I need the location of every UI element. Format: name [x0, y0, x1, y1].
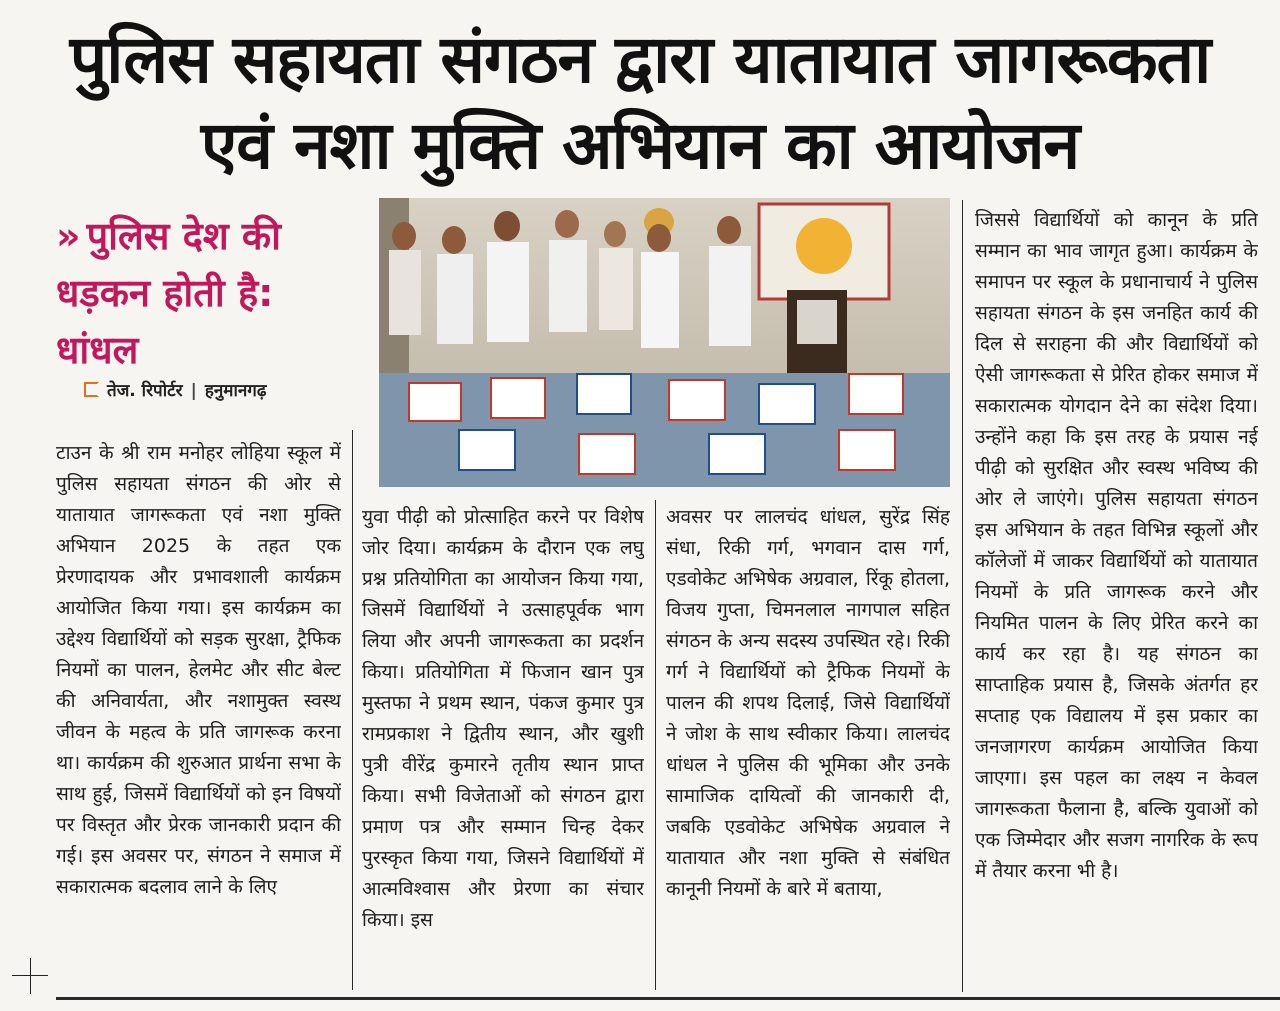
- headline-line-1: पुलिस सहायता संगठन द्वारा यातायात जागरूकता: [69, 21, 1211, 98]
- headline-line-2: एवं नशा मुक्ति अभियान का आयोजन: [200, 107, 1080, 184]
- previous-story-bleed: [660, 0, 1060, 6]
- kicker-text: पुलिस देश की धड़कन होती है: धांधल: [56, 214, 281, 372]
- byline-mark-icon: [84, 382, 99, 397]
- article-column-1: [56, 438, 341, 998]
- byline: [84, 378, 266, 401]
- event-photo: [379, 198, 950, 487]
- chevron-icon: »: [56, 214, 81, 258]
- bottom-rule: [56, 997, 1280, 1000]
- column-rule: [655, 500, 656, 990]
- article-column-1-text: टाउन के श्री राम मनोहर लोहिया स्कूल में पुलिस सहायता संगठन की ओर से यातायात जागरूकता एवं नशा मुक्ति अभियान 2025 के तहत एक प्रेरणादायक और प्रभावशाली कार्यक्रम आयोजित किया गया। इस कार्यक्रम का उद्देश्य विद्यार्थियों को सड़क सुरक्षा, ट्रैफिक नियमों का पालन, हेलमेट और सीट बेल्ट की अनिवार्यता, और नशामुक्त स्वस्थ जीवन के महत्व के प्रति जागरूक करना था। कार्यक्रम की शुरुआत प्रार्थना सभा के साथ हुई, जिसमें विद्यार्थियों को इन विषयों पर विस्तृत और प्रेरक जानकारी प्रदान की गई। इस अवसर पर, संगठन ने समाज में सकारात्मक बदलाव लाने के लिए: [56, 442, 341, 898]
- column-rule: [962, 200, 963, 992]
- article-column-3: [666, 502, 950, 998]
- article-column-2: [362, 502, 644, 998]
- crop-mark: [30, 958, 31, 994]
- article-column-4-text: जिससे विद्यार्थियों को कानून के प्रति सम्मान का भाव जागृत हुआ। कार्यक्रम के समापन पर स्कूल के प्रधानाचार्य ने पुलिस सहायता संगठन के इस जनहित कार्य की दिल से सराहना की और विद्यार्थियों को ऐसी जागरूकता से प्रेरित होकर समाज में सकारात्मक योगदान देने का संदेश दिया। उन्होंने कहा कि इस तरह के प्रयास नई पीढ़ी को सुरक्षित और स्वस्थ भविष्य की ओर ले जाएंगे। पुलिस सहायता संगठन इस अभियान के तहत विभिन्न स्कूलों और कॉलेजों में जाकर विद्यार्थियों को यातायात नियमों के प्रति जागरूक करने और नियमित पालन के लिए प्रेरित करने का कार्य कर रहा है। यह संगठन का साप्ताहिक प्रयास है, जिसके अंतर्गत हर सप्ताह एक विद्यालय में इस प्रकार का जनजागरण कार्यक्रम आयोजित किया जाएगा। इस पहल का लक्ष्य न केवल जागरूकता फैलाना है, बल्कि युवाओं को एक जिम्मेदार और सजग नागरिक के रूप में तैयार करना भी है।: [975, 209, 1258, 882]
- wall-chart-emblem: [796, 218, 852, 274]
- kicker: [56, 208, 326, 379]
- byline-separator: |: [190, 381, 197, 401]
- seated-students: [379, 373, 950, 487]
- article-column-3-text: अवसर पर लालचंद धांधल, सुरेंद्र सिंह संधा, रिकी गर्ग, भगवान दास गर्ग, एडवोकेट अभिषेक अग्रवाल, रिंकू होतला, विजय गुप्ता, चिमनलाल नागपाल सहित संगठन के अन्य सदस्य उपस्थित रहे। रिकी गर्ग ने विद्यार्थियों को ट्रैफिक नियमों के पालन की शपथ दिलाई, जिसे विद्यार्थियों ने जोश के साथ स्वीकार किया। लालचंद धांधल ने पुलिस की भूमिका और उनके सामाजिक दायित्वों की जानकारी दी, जबकि एडवोकेट अभिषेक अग्रवाल ने यातायात और नशा मुक्ति से संबंधित कानूनी नियमों के बारे में बताया,: [666, 506, 950, 900]
- column-rule: [352, 430, 353, 990]
- byline-reporter: तेज. रिपोर्टर: [107, 381, 183, 401]
- article-column-4: [975, 205, 1258, 997]
- byline-place: हनुमानगढ़: [204, 381, 267, 401]
- article-column-2-text: युवा पीढ़ी को प्रोत्साहित करने पर विशेष जोर दिया। कार्यक्रम के दौरान एक लघु प्रश्न प्रतियोगिता का आयोजन किया गया, जिसमें विद्यार्थियों ने उत्साहपूर्वक भाग लिया और अपनी जागरूकता का प्रदर्शन किया। प्रतियोगिता में फिजान खान पुत्र मुस्तफा ने प्रथम स्थान, पंकज कुमार पुत्र रामप्रकाश ने द्वितीय स्थान, और खुशी पुत्री वीरेंद्र कुमारने तृतीय स्थान प्राप्त किया। सभी विजेताओं को संगठन द्वारा प्रमाण पत्र और सम्मान चिन्ह देकर पुरस्कृत किया गया, जिसने विद्यार्थियों में आत्मविश्वास और प्रेरणा का संचार किया। इस: [362, 506, 644, 931]
- portrait: [797, 300, 837, 344]
